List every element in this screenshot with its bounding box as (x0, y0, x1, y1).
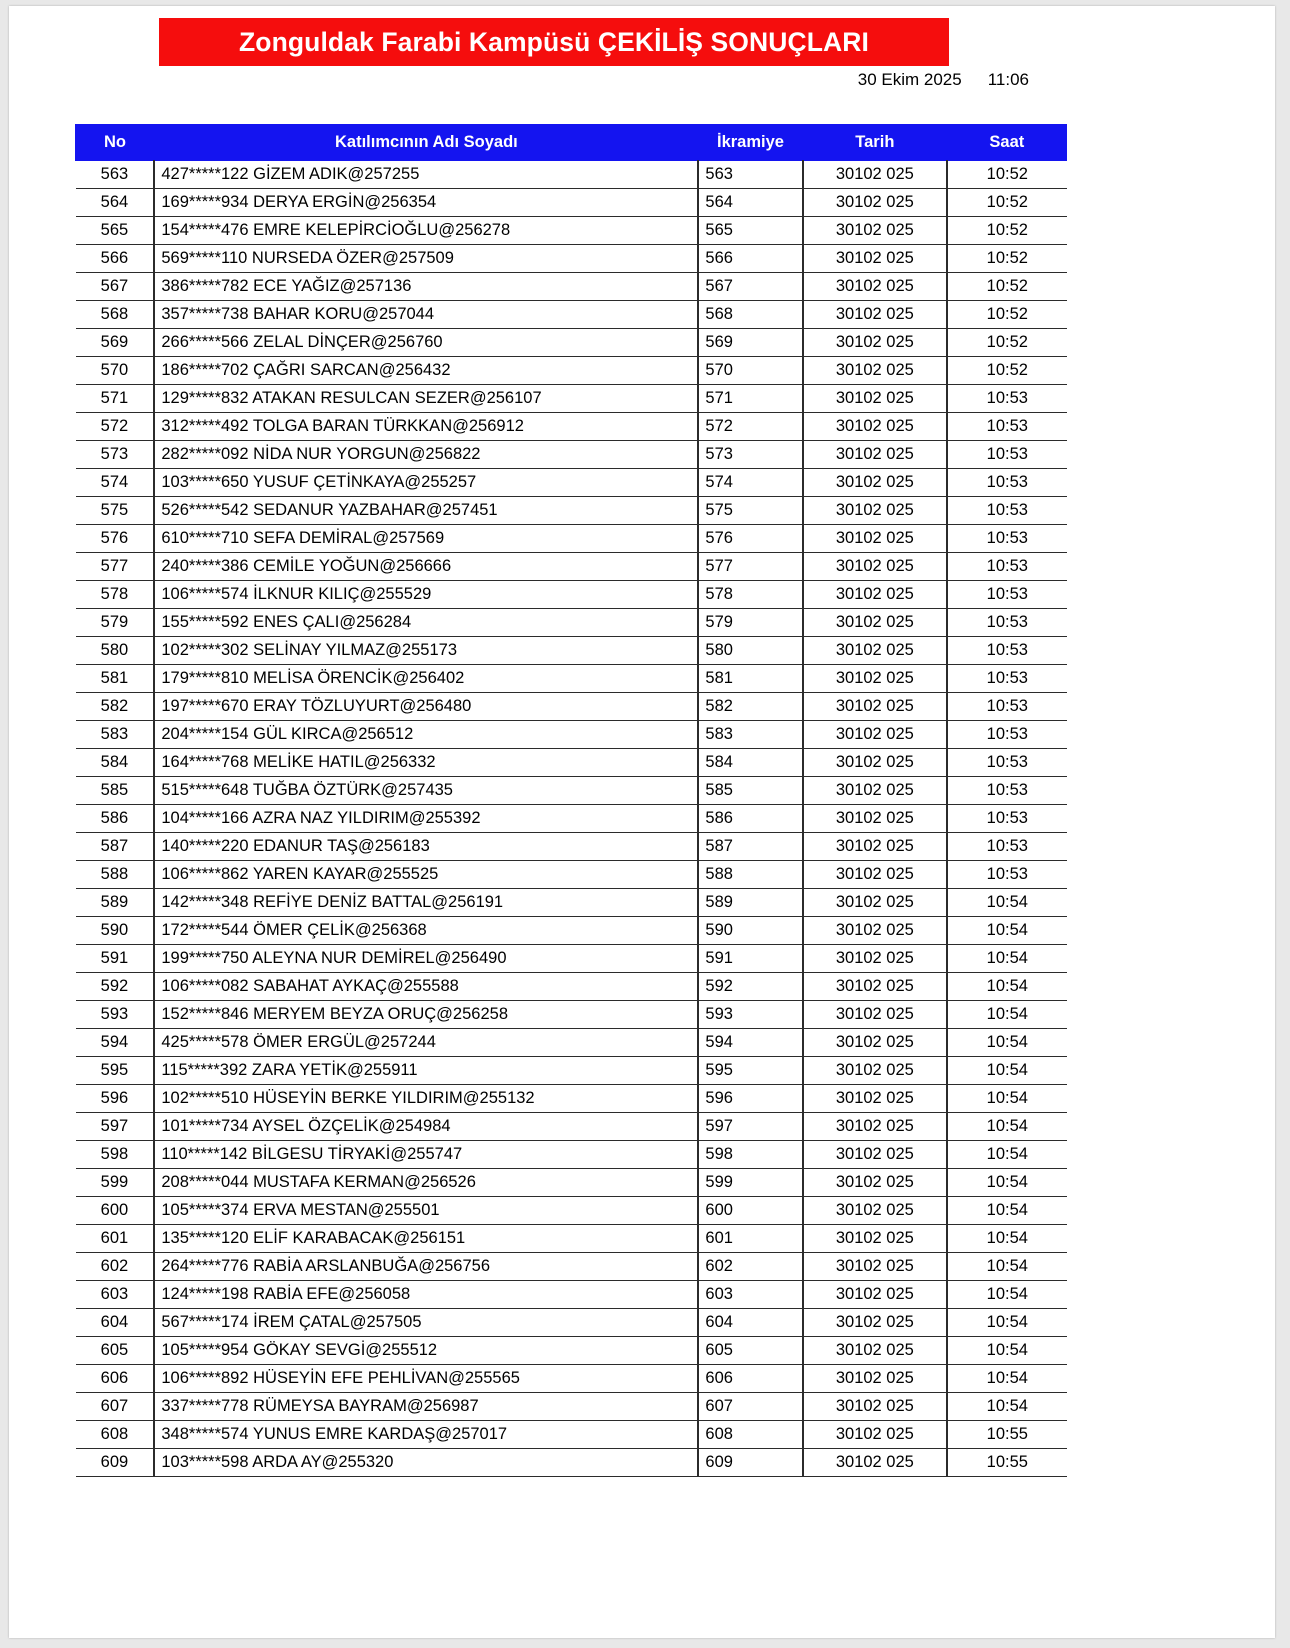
row-no: 574 (76, 469, 155, 497)
row-saat: 10:54 (947, 1029, 1066, 1057)
row-tarih: 30102 025 (803, 1197, 948, 1225)
table-row (76, 525, 1067, 553)
row-no: 580 (76, 637, 155, 665)
row-ikramiye: 566 (698, 245, 802, 273)
row-no: 586 (76, 805, 155, 833)
row-saat: 10:54 (947, 1309, 1066, 1337)
column-header-saat: Saat (947, 125, 1066, 161)
row-no: 603 (76, 1281, 155, 1309)
row-no: 587 (76, 833, 155, 861)
row-name: 106*****862 YAREN KAYAR@255525 (154, 861, 698, 889)
row-tarih: 30102 025 (803, 777, 948, 805)
table-row (76, 1113, 1067, 1141)
row-ikramiye: 576 (698, 525, 802, 553)
row-saat: 10:54 (947, 945, 1066, 973)
table-row (76, 1449, 1067, 1477)
row-tarih: 30102 025 (803, 1393, 948, 1421)
row-no: 566 (76, 245, 155, 273)
row-ikramiye: 577 (698, 553, 802, 581)
row-tarih: 30102 025 (803, 1281, 948, 1309)
table-header-row (76, 125, 1067, 161)
row-tarih: 30102 025 (803, 1001, 948, 1029)
row-name: 208*****044 MUSTAFA KERMAN@256526 (154, 1169, 698, 1197)
row-name: 179*****810 MELİSA ÖRENCİK@256402 (154, 665, 698, 693)
row-name: 282*****092 NİDA NUR YORGUN@256822 (154, 441, 698, 469)
row-tarih: 30102 025 (803, 1337, 948, 1365)
row-name: 106*****082 SABAHAT AYKAÇ@255588 (154, 973, 698, 1001)
row-name: 569*****110 NURSEDA ÖZER@257509 (154, 245, 698, 273)
row-name: 105*****954 GÖKAY SEVGİ@255512 (154, 1337, 698, 1365)
table-row (76, 553, 1067, 581)
row-tarih: 30102 025 (803, 1085, 948, 1113)
row-no: 583 (76, 721, 155, 749)
table-row (76, 889, 1067, 917)
row-ikramiye: 564 (698, 189, 802, 217)
row-saat: 10:53 (947, 665, 1066, 693)
row-ikramiye: 563 (698, 161, 802, 189)
row-name: 515*****648 TUĞBA ÖZTÜRK@257435 (154, 777, 698, 805)
row-saat: 10:54 (947, 973, 1066, 1001)
row-name: 154*****476 EMRE KELEPİRCİOĞLU@256278 (154, 217, 698, 245)
table-row (76, 1197, 1067, 1225)
table-row (76, 385, 1067, 413)
row-saat: 10:54 (947, 1393, 1066, 1421)
row-no: 606 (76, 1365, 155, 1393)
row-ikramiye: 593 (698, 1001, 802, 1029)
row-name: 135*****120 ELİF KARABACAK@256151 (154, 1225, 698, 1253)
results-table-body (76, 161, 1067, 1477)
table-row (76, 1309, 1067, 1337)
row-name: 526*****542 SEDANUR YAZBAHAR@257451 (154, 497, 698, 525)
row-saat: 10:54 (947, 1225, 1066, 1253)
row-ikramiye: 568 (698, 301, 802, 329)
row-ikramiye: 601 (698, 1225, 802, 1253)
row-name: 610*****710 SEFA DEMİRAL@257569 (154, 525, 698, 553)
row-ikramiye: 609 (698, 1449, 802, 1477)
table-row (76, 609, 1067, 637)
row-saat: 10:53 (947, 469, 1066, 497)
row-no: 598 (76, 1141, 155, 1169)
row-no: 604 (76, 1309, 155, 1337)
row-ikramiye: 581 (698, 665, 802, 693)
table-row (76, 665, 1067, 693)
row-tarih: 30102 025 (803, 441, 948, 469)
table-row (76, 637, 1067, 665)
row-tarih: 30102 025 (803, 329, 948, 357)
column-header-no: No (76, 125, 155, 161)
table-row (76, 721, 1067, 749)
row-ikramiye: 574 (698, 469, 802, 497)
row-no: 602 (76, 1253, 155, 1281)
column-header-name: Katılımcının Adı Soyadı (154, 125, 698, 161)
row-ikramiye: 579 (698, 609, 802, 637)
table-row (76, 217, 1067, 245)
row-name: 102*****302 SELİNAY YILMAZ@255173 (154, 637, 698, 665)
row-tarih: 30102 025 (803, 1449, 948, 1477)
row-saat: 10:54 (947, 1113, 1066, 1141)
row-no: 590 (76, 917, 155, 945)
row-saat: 10:54 (947, 889, 1066, 917)
row-saat: 10:53 (947, 777, 1066, 805)
column-header-tarih: Tarih (803, 125, 948, 161)
row-saat: 10:54 (947, 1337, 1066, 1365)
row-tarih: 30102 025 (803, 917, 948, 945)
row-tarih: 30102 025 (803, 189, 948, 217)
table-row (76, 1225, 1067, 1253)
row-name: 106*****574 İLKNUR KILIÇ@255529 (154, 581, 698, 609)
table-row (76, 1141, 1067, 1169)
row-tarih: 30102 025 (803, 1225, 948, 1253)
row-tarih: 30102 025 (803, 161, 948, 189)
table-row (76, 581, 1067, 609)
row-ikramiye: 583 (698, 721, 802, 749)
table-row (76, 1365, 1067, 1393)
row-name: 101*****734 AYSEL ÖZÇELİK@254984 (154, 1113, 698, 1141)
row-name: 197*****670 ERAY TÖZLUYURT@256480 (154, 693, 698, 721)
row-ikramiye: 582 (698, 693, 802, 721)
row-tarih: 30102 025 (803, 273, 948, 301)
row-saat: 10:52 (947, 329, 1066, 357)
row-name: 124*****198 RABİA EFE@256058 (154, 1281, 698, 1309)
row-no: 609 (76, 1449, 155, 1477)
table-row (76, 945, 1067, 973)
row-saat: 10:54 (947, 1169, 1066, 1197)
row-tarih: 30102 025 (803, 805, 948, 833)
row-tarih: 30102 025 (803, 1141, 948, 1169)
row-tarih: 30102 025 (803, 1421, 948, 1449)
row-no: 592 (76, 973, 155, 1001)
row-name: 140*****220 EDANUR TAŞ@256183 (154, 833, 698, 861)
row-ikramiye: 599 (698, 1169, 802, 1197)
row-name: 142*****348 REFİYE DENİZ BATTAL@256191 (154, 889, 698, 917)
row-ikramiye: 596 (698, 1085, 802, 1113)
row-ikramiye: 569 (698, 329, 802, 357)
row-ikramiye: 604 (698, 1309, 802, 1337)
row-ikramiye: 575 (698, 497, 802, 525)
row-no: 578 (76, 581, 155, 609)
row-name: 264*****776 RABİA ARSLANBUĞA@256756 (154, 1253, 698, 1281)
row-saat: 10:52 (947, 161, 1066, 189)
row-name: 199*****750 ALEYNA NUR DEMİREL@256490 (154, 945, 698, 973)
table-row (76, 1029, 1067, 1057)
row-no: 564 (76, 189, 155, 217)
row-name: 110*****142 BİLGESU TİRYAKİ@255747 (154, 1141, 698, 1169)
row-no: 581 (76, 665, 155, 693)
table-row (76, 1001, 1067, 1029)
table-row (76, 1085, 1067, 1113)
row-tarih: 30102 025 (803, 609, 948, 637)
row-name: 104*****166 AZRA NAZ YILDIRIM@255392 (154, 805, 698, 833)
row-name: 129*****832 ATAKAN RESULCAN SEZER@256107 (154, 385, 698, 413)
row-name: 106*****892 HÜSEYİN EFE PEHLİVAN@255565 (154, 1365, 698, 1393)
row-ikramiye: 580 (698, 637, 802, 665)
row-saat: 10:52 (947, 301, 1066, 329)
row-tarih: 30102 025 (803, 1113, 948, 1141)
row-tarih: 30102 025 (803, 973, 948, 1001)
row-name: 152*****846 MERYEM BEYZA ORUÇ@256258 (154, 1001, 698, 1029)
row-saat: 10:54 (947, 1281, 1066, 1309)
row-ikramiye: 606 (698, 1365, 802, 1393)
row-no: 565 (76, 217, 155, 245)
row-ikramiye: 586 (698, 805, 802, 833)
row-no: 563 (76, 161, 155, 189)
table-row (76, 917, 1067, 945)
row-no: 597 (76, 1113, 155, 1141)
row-name: 357*****738 BAHAR KORU@257044 (154, 301, 698, 329)
row-ikramiye: 608 (698, 1421, 802, 1449)
row-name: 348*****574 YUNUS EMRE KARDAŞ@257017 (154, 1421, 698, 1449)
row-tarih: 30102 025 (803, 469, 948, 497)
row-tarih: 30102 025 (803, 1365, 948, 1393)
row-tarih: 30102 025 (803, 525, 948, 553)
row-name: 266*****566 ZELAL DİNÇER@256760 (154, 329, 698, 357)
row-no: 569 (76, 329, 155, 357)
row-ikramiye: 597 (698, 1113, 802, 1141)
row-no: 589 (76, 889, 155, 917)
row-saat: 10:53 (947, 581, 1066, 609)
row-ikramiye: 567 (698, 273, 802, 301)
row-tarih: 30102 025 (803, 1253, 948, 1281)
row-ikramiye: 578 (698, 581, 802, 609)
row-saat: 10:54 (947, 1057, 1066, 1085)
row-no: 576 (76, 525, 155, 553)
row-no: 595 (76, 1057, 155, 1085)
row-ikramiye: 573 (698, 441, 802, 469)
row-ikramiye: 595 (698, 1057, 802, 1085)
row-ikramiye: 565 (698, 217, 802, 245)
row-tarih: 30102 025 (803, 1029, 948, 1057)
table-row (76, 693, 1067, 721)
row-saat: 10:53 (947, 441, 1066, 469)
row-saat: 10:53 (947, 749, 1066, 777)
row-ikramiye: 598 (698, 1141, 802, 1169)
row-tarih: 30102 025 (803, 217, 948, 245)
row-tarih: 30102 025 (803, 721, 948, 749)
row-saat: 10:53 (947, 385, 1066, 413)
row-saat: 10:52 (947, 357, 1066, 385)
row-ikramiye: 592 (698, 973, 802, 1001)
column-header-ikramiye: İkramiye (698, 125, 802, 161)
row-name: 172*****544 ÖMER ÇELİK@256368 (154, 917, 698, 945)
table-row (76, 497, 1067, 525)
row-tarih: 30102 025 (803, 497, 948, 525)
row-ikramiye: 594 (698, 1029, 802, 1057)
table-row (76, 861, 1067, 889)
row-no: 594 (76, 1029, 155, 1057)
row-no: 601 (76, 1225, 155, 1253)
row-tarih: 30102 025 (803, 945, 948, 973)
table-row (76, 189, 1067, 217)
row-name: 567*****174 İREM ÇATAL@257505 (154, 1309, 698, 1337)
row-no: 575 (76, 497, 155, 525)
row-no: 605 (76, 1337, 155, 1365)
row-saat: 10:53 (947, 609, 1066, 637)
row-ikramiye: 585 (698, 777, 802, 805)
row-no: 593 (76, 1001, 155, 1029)
table-row (76, 805, 1067, 833)
row-no: 599 (76, 1169, 155, 1197)
row-ikramiye: 607 (698, 1393, 802, 1421)
row-ikramiye: 591 (698, 945, 802, 973)
table-row (76, 329, 1067, 357)
row-ikramiye: 570 (698, 357, 802, 385)
row-tarih: 30102 025 (803, 245, 948, 273)
row-saat: 10:54 (947, 1001, 1066, 1029)
row-name: 427*****122 GİZEM ADIK@257255 (154, 161, 698, 189)
table-row (76, 413, 1067, 441)
row-saat: 10:53 (947, 833, 1066, 861)
table-row (76, 161, 1067, 189)
row-saat: 10:53 (947, 861, 1066, 889)
row-no: 585 (76, 777, 155, 805)
row-saat: 10:53 (947, 525, 1066, 553)
row-saat: 10:53 (947, 413, 1066, 441)
table-row (76, 1057, 1067, 1085)
row-name: 105*****374 ERVA MESTAN@255501 (154, 1197, 698, 1225)
row-name: 169*****934 DERYA ERGİN@256354 (154, 189, 698, 217)
row-tarih: 30102 025 (803, 413, 948, 441)
row-name: 155*****592 ENES ÇALI@256284 (154, 609, 698, 637)
row-name: 103*****598 ARDA AY@255320 (154, 1449, 698, 1477)
row-tarih: 30102 025 (803, 637, 948, 665)
row-ikramiye: 584 (698, 749, 802, 777)
row-ikramiye: 600 (698, 1197, 802, 1225)
document-page (9, 6, 1275, 1638)
row-saat: 10:54 (947, 917, 1066, 945)
row-ikramiye: 603 (698, 1281, 802, 1309)
title-banner (159, 18, 949, 66)
row-saat: 10:53 (947, 553, 1066, 581)
table-row (76, 833, 1067, 861)
row-no: 584 (76, 749, 155, 777)
row-saat: 10:53 (947, 805, 1066, 833)
row-saat: 10:54 (947, 1253, 1066, 1281)
row-name: 103*****650 YUSUF ÇETİNKAYA@255257 (154, 469, 698, 497)
table-row (76, 973, 1067, 1001)
row-tarih: 30102 025 (803, 693, 948, 721)
row-tarih: 30102 025 (803, 385, 948, 413)
row-ikramiye: 587 (698, 833, 802, 861)
row-saat: 10:53 (947, 637, 1066, 665)
row-no: 591 (76, 945, 155, 973)
row-saat: 10:54 (947, 1197, 1066, 1225)
row-no: 607 (76, 1393, 155, 1421)
table-row (76, 749, 1067, 777)
row-saat: 10:52 (947, 189, 1066, 217)
table-row (76, 1393, 1067, 1421)
table-row (76, 273, 1067, 301)
row-saat: 10:54 (947, 1365, 1066, 1393)
row-tarih: 30102 025 (803, 749, 948, 777)
row-saat: 10:55 (947, 1421, 1066, 1449)
row-name: 312*****492 TOLGA BARAN TÜRKKAN@256912 (154, 413, 698, 441)
row-tarih: 30102 025 (803, 665, 948, 693)
row-saat: 10:52 (947, 273, 1066, 301)
row-tarih: 30102 025 (803, 1057, 948, 1085)
row-name: 240*****386 CEMİLE YOĞUN@256666 (154, 553, 698, 581)
page-title: Zonguldak Farabi Kampüsü ÇEKİLİŞ SONUÇLARI (239, 26, 869, 57)
row-name: 115*****392 ZARA YETİK@255911 (154, 1057, 698, 1085)
row-saat: 10:54 (947, 1085, 1066, 1113)
row-ikramiye: 605 (698, 1337, 802, 1365)
row-name: 164*****768 MELİKE HATIL@256332 (154, 749, 698, 777)
table-row (76, 245, 1067, 273)
row-ikramiye: 589 (698, 889, 802, 917)
row-no: 570 (76, 357, 155, 385)
row-no: 596 (76, 1085, 155, 1113)
table-row (76, 469, 1067, 497)
row-tarih: 30102 025 (803, 301, 948, 329)
row-tarih: 30102 025 (803, 889, 948, 917)
row-ikramiye: 571 (698, 385, 802, 413)
row-tarih: 30102 025 (803, 833, 948, 861)
row-no: 567 (76, 273, 155, 301)
row-name: 102*****510 HÜSEYİN BERKE YILDIRIM@255132 (154, 1085, 698, 1113)
row-no: 579 (76, 609, 155, 637)
row-tarih: 30102 025 (803, 357, 948, 385)
stamp-time: 11:06 (987, 70, 1029, 89)
row-no: 572 (76, 413, 155, 441)
row-name: 337*****778 RÜMEYSA BAYRAM@256987 (154, 1393, 698, 1421)
row-tarih: 30102 025 (803, 581, 948, 609)
row-no: 571 (76, 385, 155, 413)
table-row (76, 1169, 1067, 1197)
row-ikramiye: 588 (698, 861, 802, 889)
table-row (76, 1337, 1067, 1365)
row-saat: 10:52 (947, 217, 1066, 245)
table-row (76, 357, 1067, 385)
table-row (76, 777, 1067, 805)
table-row (76, 441, 1067, 469)
table-row (76, 301, 1067, 329)
row-name: 386*****782 ECE YAĞIZ@257136 (154, 273, 698, 301)
table-row (76, 1421, 1067, 1449)
row-name: 425*****578 ÖMER ERGÜL@257244 (154, 1029, 698, 1057)
row-name: 186*****702 ÇAĞRI SARCAN@256432 (154, 357, 698, 385)
row-no: 573 (76, 441, 155, 469)
row-no: 577 (76, 553, 155, 581)
table-row (76, 1253, 1067, 1281)
row-name: 204*****154 GÜL KIRCA@256512 (154, 721, 698, 749)
results-table (75, 124, 1067, 1477)
row-no: 608 (76, 1421, 155, 1449)
row-no: 568 (76, 301, 155, 329)
stamp-date: 30 Ekim 2025 (857, 70, 962, 89)
date-time-stamp (649, 70, 1029, 90)
row-tarih: 30102 025 (803, 861, 948, 889)
row-tarih: 30102 025 (803, 1169, 948, 1197)
table-row (76, 1281, 1067, 1309)
row-ikramiye: 602 (698, 1253, 802, 1281)
row-saat: 10:54 (947, 1141, 1066, 1169)
row-ikramiye: 590 (698, 917, 802, 945)
row-no: 588 (76, 861, 155, 889)
row-tarih: 30102 025 (803, 1309, 948, 1337)
row-saat: 10:53 (947, 497, 1066, 525)
row-tarih: 30102 025 (803, 553, 948, 581)
row-saat: 10:53 (947, 721, 1066, 749)
row-saat: 10:52 (947, 245, 1066, 273)
row-no: 582 (76, 693, 155, 721)
row-no: 600 (76, 1197, 155, 1225)
row-ikramiye: 572 (698, 413, 802, 441)
row-saat: 10:55 (947, 1449, 1066, 1477)
row-saat: 10:53 (947, 693, 1066, 721)
